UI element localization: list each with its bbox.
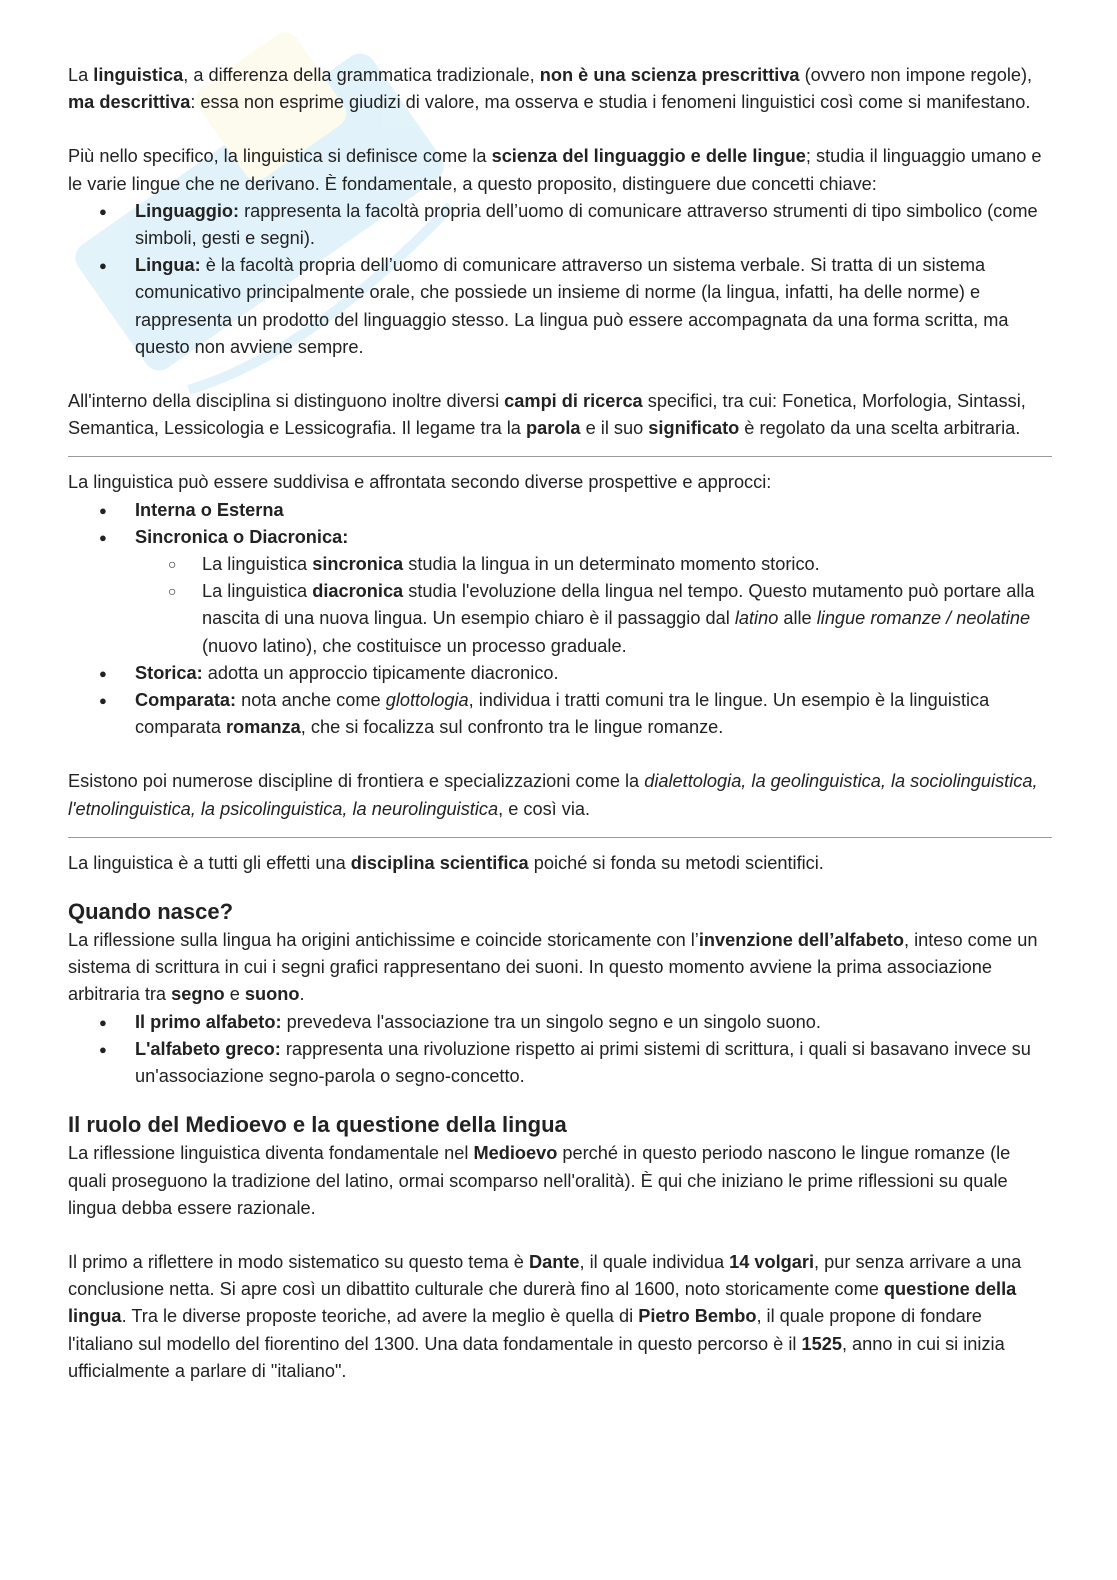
list-item: ● Il primo alfabeto: prevedeva l'associazione tra un singolo segno e un singolo suono.	[68, 1009, 1052, 1036]
paragraph-definition: Più nello specifico, la linguistica si definisce come la scienza del linguaggio e delle lingue; studia il linguaggio umano e le varie lingue che ne derivano. È fondamentale, a questo proposito, distinguere due concetti chiave:	[68, 146, 1042, 194]
list-item: ● Storica: adotta un approccio tipicamente diacronico.	[68, 660, 1052, 687]
approaches-list	[68, 497, 1052, 742]
paragraph-alphabet: La riflessione sulla lingua ha origini antichissime e coincide storicamente con l’invenzione dell’alfabeto, inteso come un sistema di scrittura in cui i segni grafici rappresentano dei suoni. In questo momento avviene la prima associazione arbitraria tra segno e suono.	[68, 930, 1038, 1005]
list-item: ● Linguaggio: rappresenta la facoltà propria dell’uomo di comunicare attraverso strumenti di tipo simbolico (come simboli, gesti e segni).	[68, 198, 1052, 252]
paragraph-frontier-disciplines: Esistono poi numerose discipline di frontiera e specializzazioni come la dialettologia, la geolinguistica, la sociolinguistica, l'etnolinguistica, la psicolinguistica, la neurolinguistica, e così via.	[68, 771, 1038, 819]
sub-list	[135, 551, 1052, 660]
sub-list-item: ○ La linguistica diacronica studia l'evoluzione della lingua nel tempo. Questo mutamento può portare alla nascita di una nuova lingua. Un esempio chiaro è il passaggio dal latino alle lingue romanze / neolatine (nuovo latino), che costituisce un processo graduale.	[68, 578, 1052, 660]
section-heading-medioevo: Il ruolo del Medioevo e la questione della lingua	[68, 1112, 567, 1138]
list-item: ● Lingua: è la facoltà propria dell’uomo di comunicare attraverso un sistema verbale. Si tratta di un sistema comunicativo principalmente orale, che possiede un insieme di norme (la lingua, infatti, ha delle norme) e rappresenta un prodotto del linguaggio stesso. La lingua può essere accompagnata da una forma scritta, ma questo non avviene sempre.	[68, 252, 1052, 361]
sub-list-item: ○ La linguistica sincronica studia la lingua in un determinato momento storico.	[68, 551, 1052, 578]
list-item: ● Comparata: nota anche come glottologia, individua i tratti comuni tra le lingue. Un esempio è la linguistica comparata romanza, che si focalizza sul confronto tra le lingue romanze.	[68, 687, 1052, 741]
paragraph-research-fields: All'interno della disciplina si distinguono inoltre diversi campi di ricerca specifici, tra cui: Fonetica, Morfologia, Sintassi, Semantica, Lessicologia e Lessicografia. Il legame tra la parola e il suo significato è regolato da una scelta arbitraria.	[68, 391, 1026, 439]
alphabet-list	[68, 1009, 1052, 1091]
divider	[68, 837, 1052, 838]
list-item: ● Interna o Esterna	[68, 497, 1052, 524]
paragraph-scientific: La linguistica è a tutti gli effetti una disciplina scientifica poiché si fonda su metodi scientifici.	[68, 852, 824, 873]
key-concepts-list	[68, 198, 1052, 361]
document-body	[68, 62, 1052, 1385]
list-item: ● Sincronica o Diacronica: ○ La linguistica sincronica studia la lingua in un determinato momento storico. ○ La linguistica diacronica studia l'evoluzione della lingua nel tempo. Questo mutamento può portare alla nascita di una nuova lingua. Un esempio chiaro è il passaggio dal latino alle lingue romanze / neolatine (nuovo latino), che costituisce un processo graduale.	[68, 524, 1052, 660]
list-item: ● L'alfabeto greco: rappresenta una rivoluzione rispetto ai primi sistemi di scrittura, i quali si basavano invece su un'associazione segno-parola o segno-concetto.	[68, 1036, 1052, 1090]
paragraph-intro: La linguistica, a differenza della grammatica tradizionale, non è una scienza prescrittiva (ovvero non impone regole), ma descrittiva: essa non esprime giudizi di valore, ma osserva e studia i fenomeni linguistici così come si manifestano.	[68, 65, 1033, 113]
paragraph-medioevo: La riflessione linguistica diventa fondamentale nel Medioevo perché in questo periodo nascono le lingue romanze (le quali proseguono la tradizione del latino, ormai scomparso nell'oralità). È qui che iniziano le prime riflessioni su quale lingua debba essere razionale.	[68, 1143, 1011, 1218]
divider	[68, 456, 1052, 457]
paragraph-dante: Il primo a riflettere in modo sistematico su questo tema è Dante, il quale individua 14 volgari, pur senza arrivare a una conclusione netta. Si apre così un dibattito culturale che durerà fino al 1600, noto storicamente come questione della lingua. Tra le diverse proposte teoriche, ad avere la meglio è quella di Pietro Bembo, il quale propone di fondare l'italiano sul modello del fiorentino del 1300. Una data fondamentale in questo percorso è il 1525, anno in cui si inizia ufficialmente a parlare di "italiano".	[68, 1251, 1022, 1381]
paragraph-approaches: La linguistica può essere suddivisa e affrontata secondo diverse prospettive e approcci:	[68, 472, 772, 493]
section-heading-origins: Quando nasce?	[68, 899, 234, 925]
